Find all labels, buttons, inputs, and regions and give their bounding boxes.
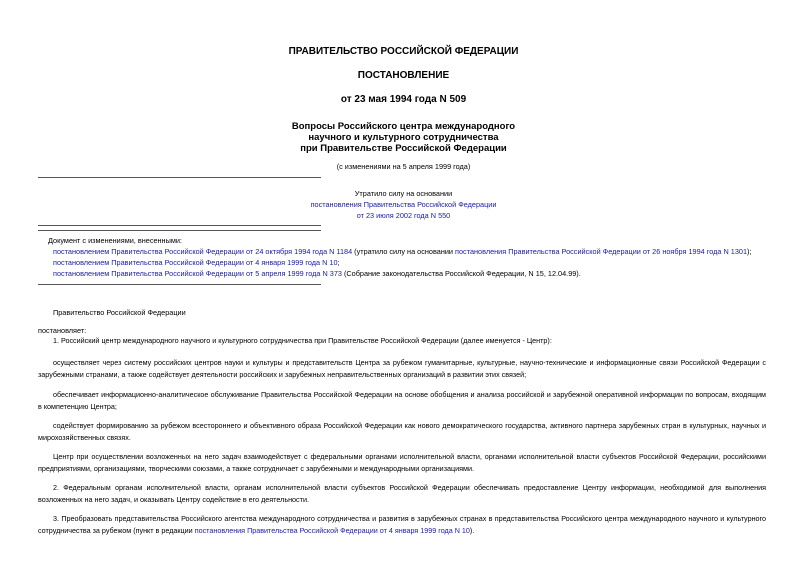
paragraph-7-text: 3. Преобразовать представительства Российского агентства международного сотрудничества и развития в зарубежных странах в представительства Российского центра международного научного и культурного сотрудничества за рубежом (пункт в редакции [38,514,766,535]
invalid-line-1: Утратило силу на основании [354,189,453,198]
gov-line: Правительство Российской Федерации [53,308,186,317]
paragraph-1-text: 1. Российский центр международного научного и культурного сотрудничества при Правительстве Российской Федерации (далее именуется - Центр): [53,336,552,345]
paragraph-6 [38,482,766,506]
amendment-3 [53,269,581,278]
paragraph-2 [38,357,766,381]
amendment-3-text: (Собрание законодательства Российской Федерации, N 15, 12.04.99). [341,269,581,278]
paragraph-4 [38,420,766,444]
document-type: ПОСТАНОВЛЕНИЕ [357,70,450,81]
paragraph-4-text: содействует формированию за рубежом всестороннего и объективного образа Российской Федерации как нового демократического государства, активного партнера зарубежных стран в культурных, научных и мирохозяйственных связях. [38,421,766,442]
divider [38,225,321,226]
paragraph-3-text: обеспечивает информационно-аналитическое обслуживание Правительства Российской Федерации на основе обобщения и анализа российской и зарубежной оперативной информации по вопросам, входящим в компетенцию Центра; [38,390,766,411]
paragraph-6-text: 2. Федеральным органам исполнительной власти, органам исполнительной власти субъектов Российской Федерации обеспечивать предоставление Центру информации, необходимой для выполнения возложенных на него задач, и оказывать Центру содействие в его деятельности. [38,483,766,504]
invalid-link[interactable]: постановления Правительства Российской Федерации [310,200,497,209]
paragraph-7-link[interactable]: постановления Правительства Российской Федерации от 4 января 1999 года N 10 [194,526,470,535]
amendment-2-link[interactable]: постановлением Правительства Российской Федерации от 4 января 1999 года N 10 [53,258,338,267]
paragraph-5 [38,451,766,475]
amendment-3-link[interactable]: постановлением Правительства Российской Федерации от 5 апреля 1999 года N 373 [53,269,342,278]
invalid-link-date[interactable]: от 23 июля 2002 года N 550 [356,211,451,220]
paragraph-1 [38,335,766,347]
paragraph-3 [38,389,766,413]
divider [38,177,321,178]
amendments-title: Документ с изменениями, внесенными: [48,236,182,245]
government-heading: ПРАВИТЕЛЬСТВО РОССИЙСКОЙ ФЕДЕРАЦИИ [288,46,519,57]
divider [38,230,321,231]
title-line-2: научного и культурного сотрудничества [308,132,499,143]
document-date: от 23 мая 1994 года N 509 [340,94,467,105]
title-line-1: Вопросы Российского центра международного [291,121,516,132]
divider [38,284,321,285]
paragraph-7 [38,513,766,537]
amendment-1-link[interactable]: постановлением Правительства Российской Федерации от 24 октября 1994 года N 1184 [53,247,353,256]
amendment-1-text: (утратило силу на основании [352,247,456,256]
amendment-1 [53,247,752,256]
amendment-1-link2[interactable]: постановления Правительства Российской Федерации от 26 ноября 1994 года N 1301 [455,247,748,256]
title-line-3: при Правительстве Российской Федерации [300,143,507,154]
decides-line: постановляет: [38,326,87,335]
amendment-2-end: ; [337,258,340,267]
paragraph-2-text: осуществляет через систему российских центров науки и культуры и представительств Центра за рубежом гуманитарные, культурные, научно-технические и информационные связи Российской Федерации с зарубежными странами, а также содействует деятельности российских и зарубежных неправительственных организаций в развитии этих связей; [38,358,766,379]
paragraph-5-text: Центр при осуществлении возложенных на него задач взаимодействует с федеральными органами исполнительной власти, органами исполнительной власти субъектов Российской Федерации, российскими предприятиями, организациями, творческими союзами, а также сотрудничает с зарубежными и международными организациями. [38,452,766,473]
amendment-2 [53,258,340,267]
changes-note: (с изменениями на 5 апреля 1999 года) [336,162,471,171]
paragraph-7-end: ). [469,526,475,535]
amendment-1-end: ); [747,247,752,256]
